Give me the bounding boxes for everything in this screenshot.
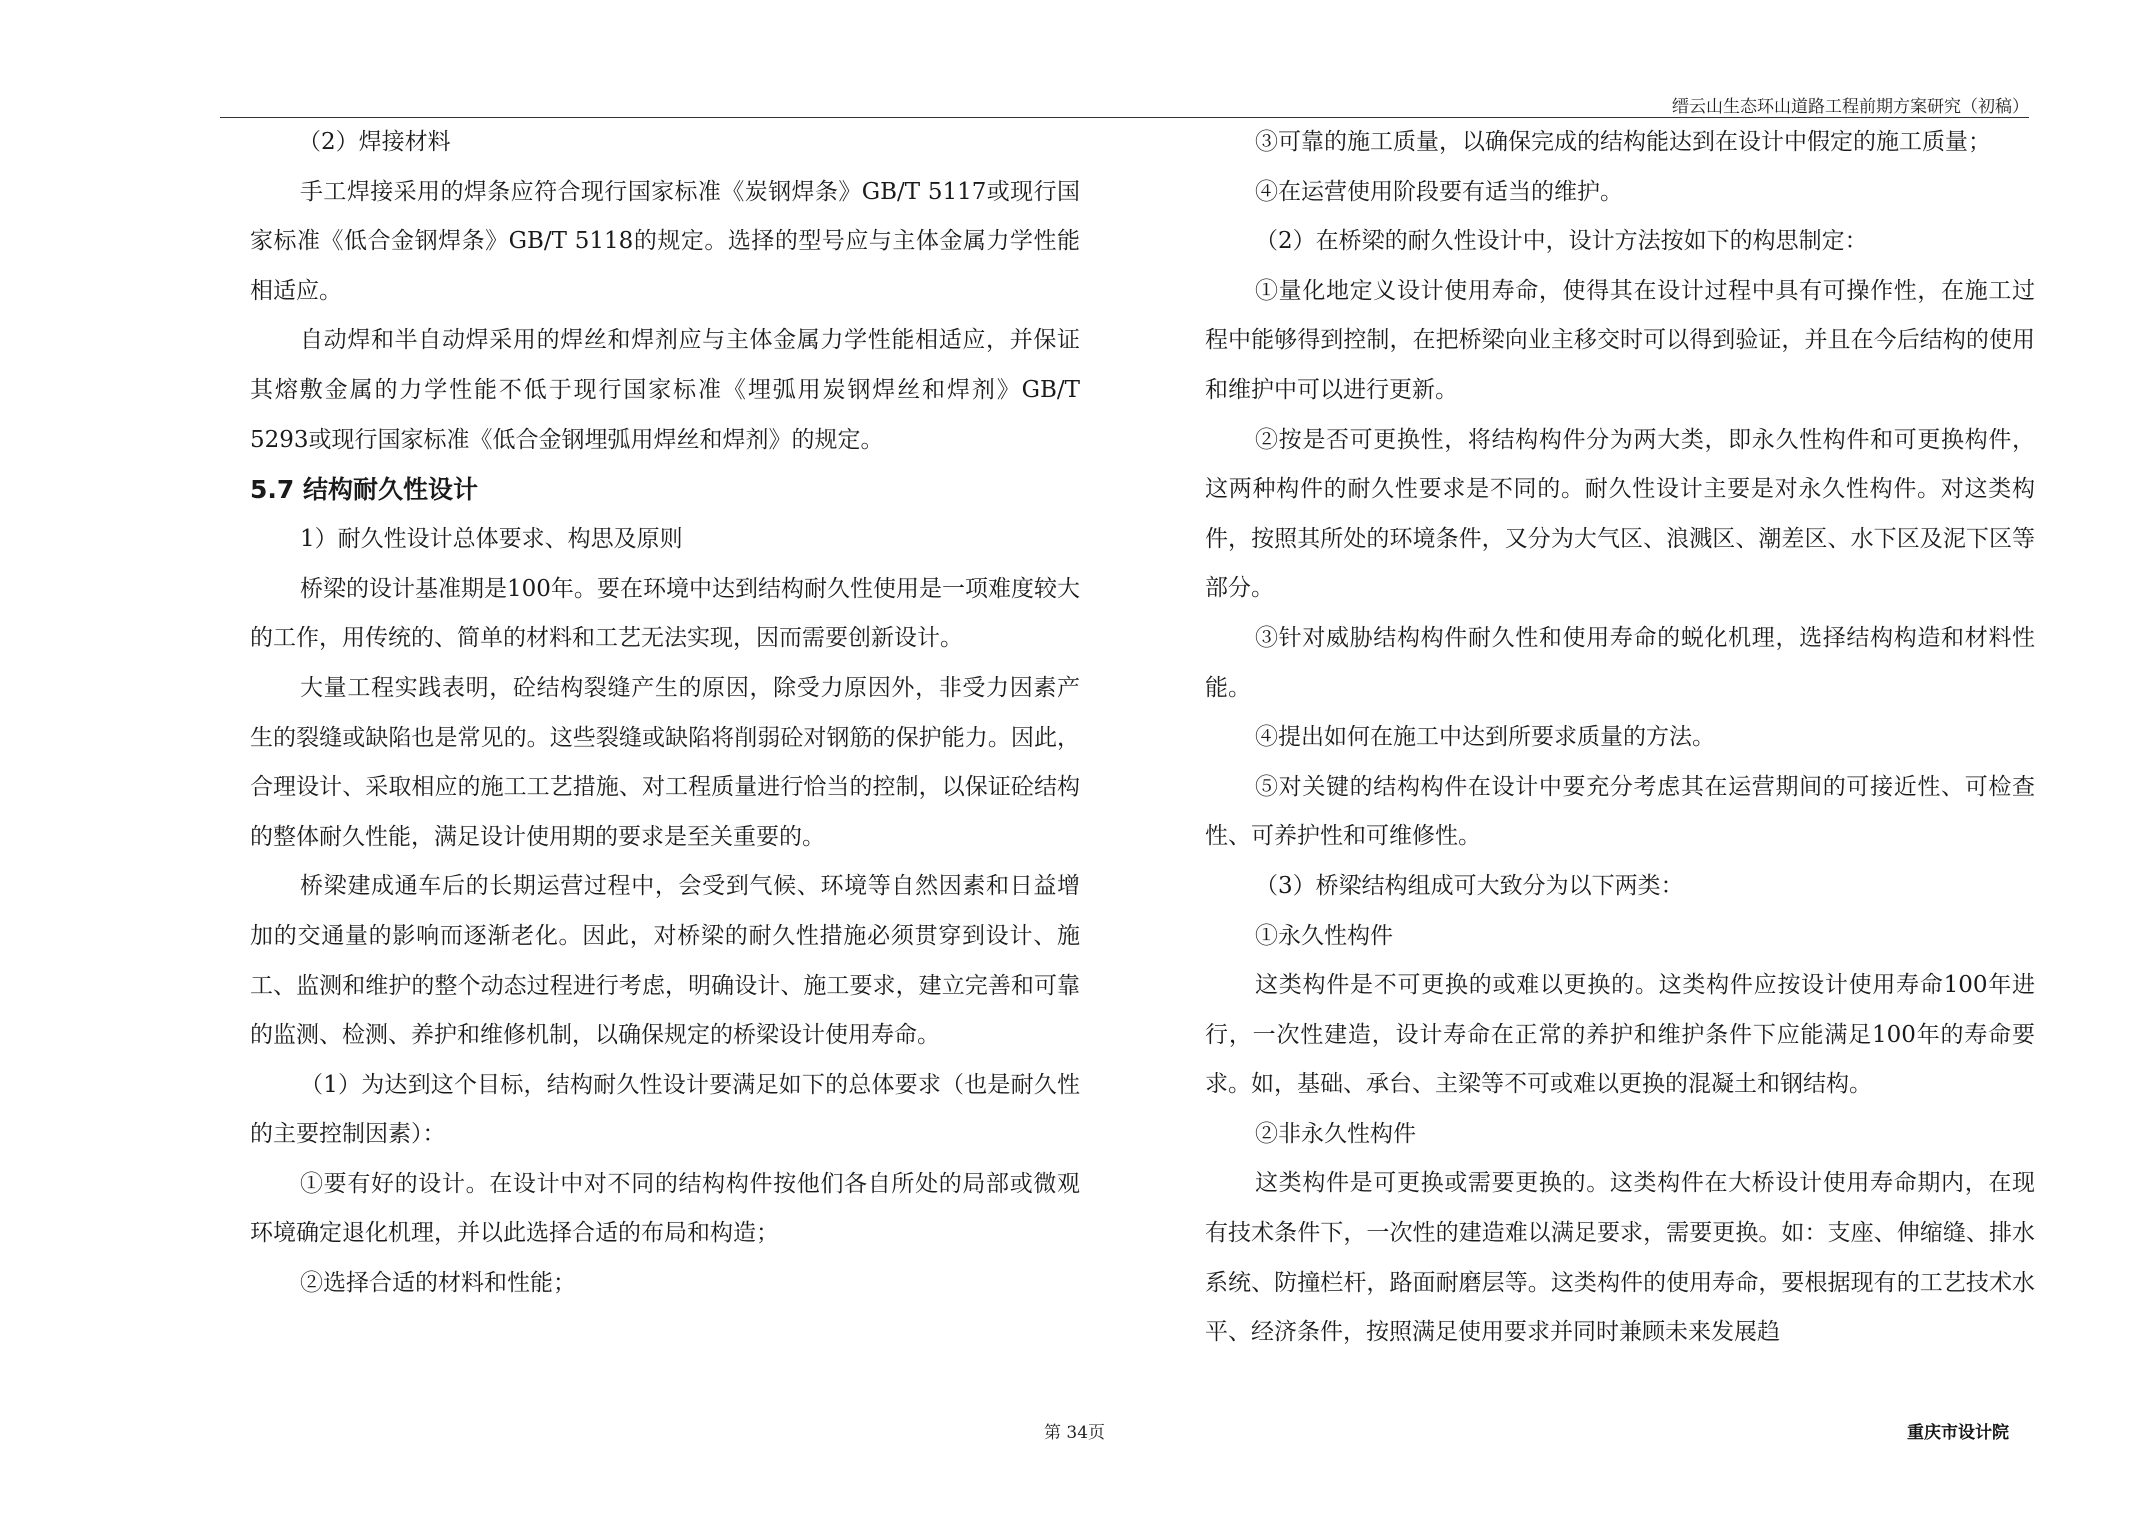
subheading-permanent: ①永久性构件 — [1255, 922, 1393, 949]
paragraph: 桥梁建成通车后的长期运营过程中，会受到气候、环境等自然因素和日益增加的交通量的影响而逐渐老化。因此，对桥梁的耐久性措施必须贯穿到设计、施工、监测和维护的整个动态过程进行考虑，明确设计、施工要求，建立完善和可靠的监测、检测、养护和维修机制，以确保规定的桥梁设计使用寿命。 — [250, 873, 1080, 1049]
subheading-non-permanent: ②非永久性构件 — [1255, 1120, 1416, 1147]
subheading: （3）桥梁结构组成可大致分为以下两类： — [1255, 872, 1684, 899]
footer-organization: 重庆市设计院 — [1907, 1423, 2009, 1443]
page-number: 第 34页 — [1043, 1423, 1106, 1443]
list-item: ①要有好的设计。在设计中对不同的结构构件按他们各自所处的局部或微观环境确定退化机理，并以此选择合适的布局和构造； — [250, 1170, 1080, 1247]
list-item: ④提出如何在施工中达到所要求质量的方法。 — [1255, 724, 1715, 751]
running-header-title: 缙云山生态环山道路工程前期方案研究（初稿） — [1672, 97, 2029, 117]
list-item: ②按是否可更换性，将结构构件分为两大类，即永久性构件和可更换构件，这两种构件的耐久性要求是不同的。耐久性设计主要是对永久性构件。对这类构件，按照其所处的环境条件，又分为大气区、浪溅区、潮差区、水下区及泥下区等部分。 — [1205, 426, 2035, 602]
paragraph: 大量工程实践表明，砼结构裂缝产生的原因，除受力原因外，非受力因素产生的裂缝或缺陷也是常见的。这些裂缝或缺陷将削弱砼对钢筋的保护能力。因此，合理设计、采取相应的施工工艺措施、对工程质量进行恰当的控制，以保证砼结构的整体耐久性能，满足设计使用期的要求是至关重要的。 — [250, 674, 1080, 850]
list-item: ②选择合适的材料和性能； — [300, 1270, 576, 1297]
list-item: ⑤对关键的结构构件在设计中要充分考虑其在运营期间的可接近性、可检查性、可养护性和可维修性。 — [1205, 773, 2035, 850]
paragraph: 自动焊和半自动焊采用的焊丝和焊剂应与主体金属力学性能相适应，并保证其熔敷金属的力学性能不低于现行国家标准《埋弧用炭钢焊丝和焊剂》GB/T 5293或现行国家标准《低合金钢埋弧用焊丝和焊剂》的规定。 — [250, 327, 1080, 453]
list-item: ③针对威胁结构构件耐久性和使用寿命的蜕化机理，选择结构构造和材料性能。 — [1205, 624, 2035, 701]
right-column — [1205, 118, 2035, 1358]
paragraph: （1）为达到这个目标，结构耐久性设计要满足如下的总体要求（也是耐久性的主要控制因素）： — [250, 1071, 1080, 1148]
subheading-welding-materials: （2）焊接材料 — [298, 129, 451, 155]
list-item: ④在运营使用阶段要有适当的维护。 — [1255, 178, 1623, 205]
left-column — [250, 118, 1080, 1309]
list-item: ③可靠的施工质量，以确保完成的结构能达到在设计中假定的施工质量； — [1255, 129, 1991, 155]
paragraph: 这类构件是不可更换的或难以更换的。这类构件应按设计使用寿命100年进行，一次性建造，设计寿命在正常的养护和维护条件下应能满足100年的寿命要求。如，基础、承台、主梁等不可或难以更换的混凝土和钢结构。 — [1205, 972, 2035, 1098]
subheading: 1）耐久性设计总体要求、构思及原则 — [300, 526, 683, 553]
paragraph: 桥梁的设计基准期是100年。要在环境中达到结构耐久性使用是一项难度较大的工作，用传统的、简单的材料和工艺无法实现，因而需要创新设计。 — [250, 575, 1080, 652]
subheading: （2）在桥梁的耐久性设计中，设计方法按如下的构思制定： — [1255, 228, 1868, 255]
section-heading: 5.7 结构耐久性设计 — [250, 475, 478, 505]
list-item: ①量化地定义设计使用寿命，使得其在设计过程中具有可操作性，在施工过程中能够得到控制，在把桥梁向业主移交时可以得到验证，并且在今后结构的使用和维护中可以进行更新。 — [1205, 277, 2035, 403]
paragraph: 手工焊接采用的焊条应符合现行国家标准《炭钢焊条》GB/T 5117或现行国家标准《低合金钢焊条》GB/T 5118的规定。选择的型号应与主体金属力学性能相适应。 — [250, 178, 1080, 304]
paragraph: 这类构件是可更换或需要更换的。这类构件在大桥设计使用寿命期内，在现有技术条件下，一次性的建造难以满足要求，需要更换。如：支座、伸缩缝、排水系统、防撞栏杆，路面耐磨层等。这类构件的使用寿命，要根据现有的工艺技术水平、经济条件，按照满足使用要求并同时兼顾未来发展趋 — [1205, 1170, 2035, 1346]
